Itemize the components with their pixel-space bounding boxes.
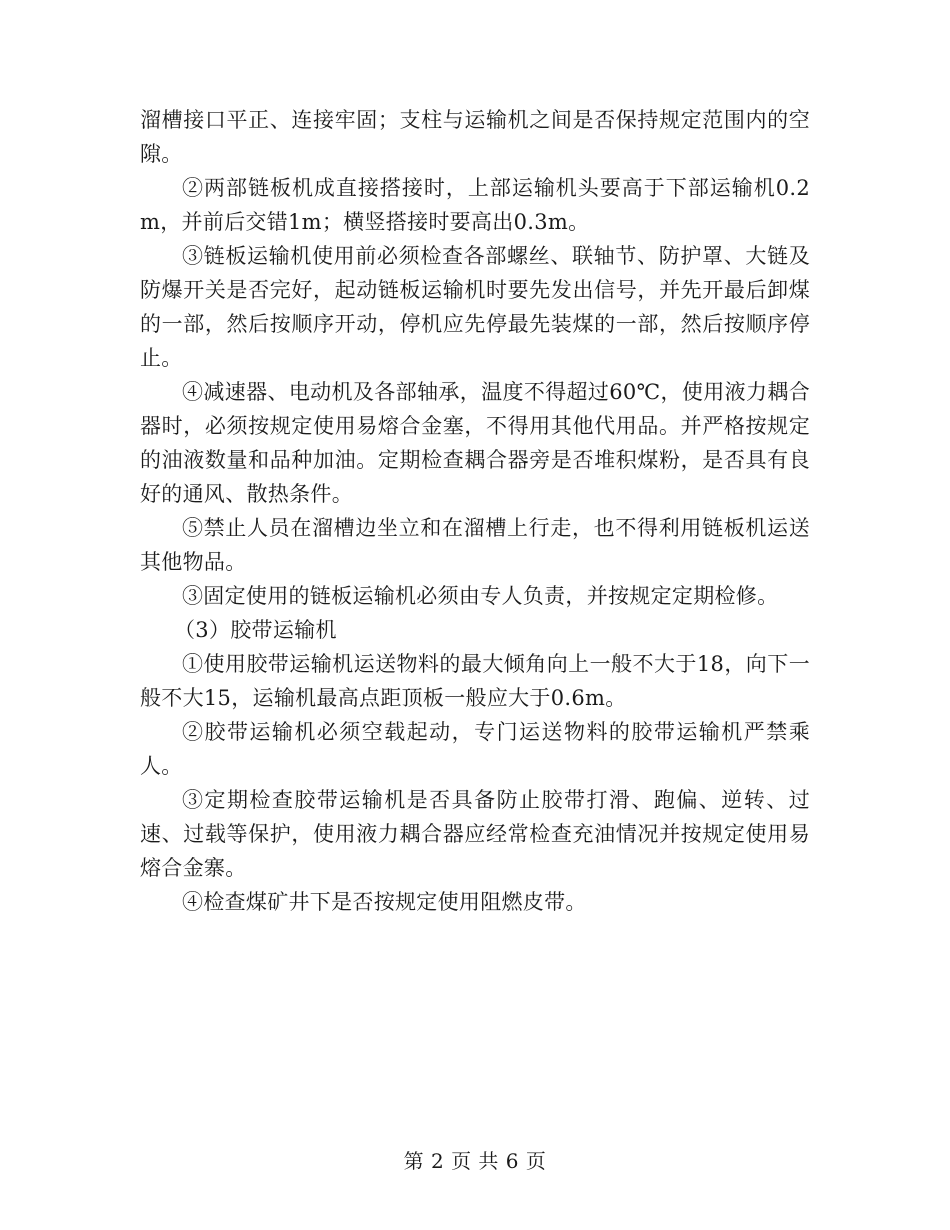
- paragraph-temperature-coupling: ④减速器、电动机及各部轴承，温度不得超过60℃，使用液力耦合器时，必须按规定使用易熔合金塞，不得用其他代用品。并严格按规定的油液数量和品种加油。定期检查耦合器旁是否堆积煤粉，是否具有良好的通风、散热条件。: [140, 380, 810, 506]
- document-body: [140, 103, 810, 919]
- paragraph-dedicated-maintenance: ③固定使用的链板运输机必须由专人负责，并按规定定期检修。: [182, 584, 779, 608]
- paragraph-continuation: 溜槽接口平正、连接牢固；支柱与运输机之间是否保持规定范围内的空隙。: [140, 108, 810, 166]
- paragraph-flame-retardant-belt: ④检查煤矿井下是否按规定使用阻燃皮带。: [182, 890, 587, 914]
- section-heading-belt-conveyor: （3）胶带运输机: [174, 618, 337, 642]
- paragraph-belt-protections: ③定期检查胶带运输机是否具备防止胶带打滑、跑偏、逆转、过速、过载等保护，使用液力耦合器应经常检查充油情况并按规定使用易熔合金寨。: [140, 788, 810, 880]
- paragraph-belt-no-load-start: ②胶带运输机必须空载起动，专门运送物料的胶带运输机严禁乘人。: [140, 720, 810, 778]
- page-number-footer: 第 2 页 共 6 页: [403, 1149, 547, 1173]
- paragraph-belt-incline: ①使用胶带运输机运送物料的最大倾角向上一般不大于18，向下一般不大15，运输机最高点距顶板一般应大于0.6m。: [140, 652, 810, 710]
- paragraph-chain-overlap: ②两部链板机成直接搭接时，上部运输机头要高于下部运输机0.2m，并前后交错1m；横竖搭接时要高出0.3m。: [140, 176, 810, 234]
- paragraph-no-walking: ⑤禁止人员在溜槽边坐立和在溜槽上行走，也不得利用链板机运送其他物品。: [140, 516, 810, 574]
- paragraph-chain-startup-check: ③链板运输机使用前必须检查各部螺丝、联轴节、防护罩、大链及防爆开关是否完好，起动链板运输机时要先发出信号，并先开最后卸煤的一部，然后按顺序开动，停机应先停最先装煤的一部，然后按顺序停止。: [140, 244, 810, 370]
